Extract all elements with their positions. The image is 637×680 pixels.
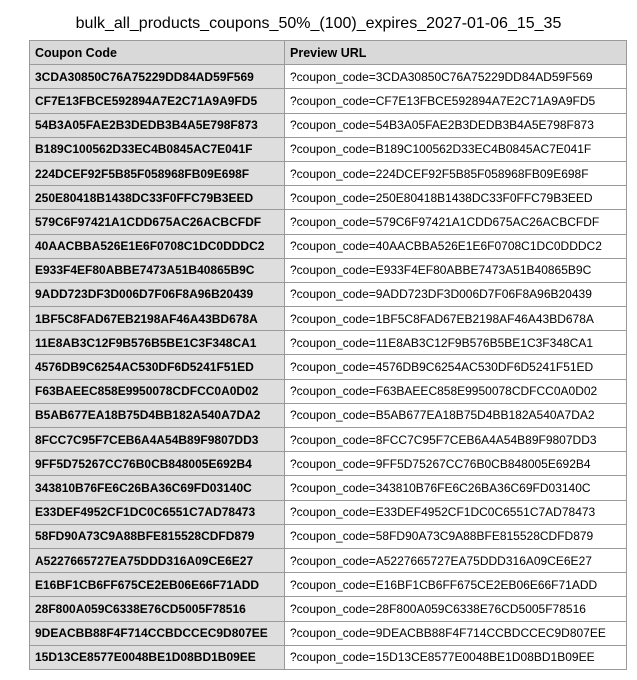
table-row xyxy=(30,597,627,621)
coupon-code-cell: 15D13CE8577E0048BE1D08BD1B09EE xyxy=(30,645,285,669)
header-row xyxy=(30,41,627,65)
coupon-code-cell: 4576DB9C6254AC530DF6D5241F51ED xyxy=(30,355,285,379)
table-row xyxy=(30,186,627,210)
coupon-code-cell: A5227665727EA75DDD316A09CE6E27 xyxy=(30,548,285,572)
coupon-code-cell: 3CDA30850C76A75229DD84AD59F569 xyxy=(30,65,285,89)
preview-url-cell: ?coupon_code=224DCEF92F5B85F058968FB09E698F xyxy=(285,161,627,185)
coupon-code-cell: 11E8AB3C12F9B576B5BE1C3F348CA1 xyxy=(30,331,285,355)
coupon-code-cell: 343810B76FE6C26BA36C69FD03140C xyxy=(30,476,285,500)
coupon-code-cell: 54B3A05FAE2B3DEDB3B4A5E798F873 xyxy=(30,113,285,137)
preview-url-cell: ?coupon_code=3CDA30850C76A75229DD84AD59F569 xyxy=(285,65,627,89)
coupon-code-cell: 224DCEF92F5B85F058968FB09E698F xyxy=(30,161,285,185)
preview-url-cell: ?coupon_code=250E80418B1438DC33F0FFC79B3EED xyxy=(285,186,627,210)
preview-url-cell: ?coupon_code=F63BAEEC858E9950078CDFCC0A0D02 xyxy=(285,379,627,403)
table-row xyxy=(30,282,627,306)
table-row xyxy=(30,428,627,452)
preview-url-cell: ?coupon_code=54B3A05FAE2B3DEDB3B4A5E798F873 xyxy=(285,113,627,137)
coupon-code-cell: B189C100562D33EC4B0845AC7E041F xyxy=(30,137,285,161)
table-row xyxy=(30,573,627,597)
header-preview-url: Preview URL xyxy=(285,41,627,65)
table-row xyxy=(30,403,627,427)
preview-url-cell: ?coupon_code=E16BF1CB6FF675CE2EB06E66F71ADD xyxy=(285,573,627,597)
coupon-code-cell: 579C6F97421A1CDD675AC26ACBCFDF xyxy=(30,210,285,234)
table-row xyxy=(30,500,627,524)
table-row xyxy=(30,113,627,137)
table-row xyxy=(30,137,627,161)
coupon-code-cell: 250E80418B1438DC33F0FFC79B3EED xyxy=(30,186,285,210)
table-row xyxy=(30,234,627,258)
preview-url-cell: ?coupon_code=9DEACBB88F4F714CCBDCCEC9D807EE xyxy=(285,621,627,645)
table-row xyxy=(30,89,627,113)
table-row xyxy=(30,548,627,572)
coupon-code-cell: E16BF1CB6FF675CE2EB06E66F71ADD xyxy=(30,573,285,597)
preview-url-cell: ?coupon_code=B5AB677EA18B75D4BB182A540A7DA2 xyxy=(285,403,627,427)
table-row xyxy=(30,210,627,234)
table-row xyxy=(30,645,627,669)
preview-url-cell: ?coupon_code=11E8AB3C12F9B576B5BE1C3F348CA1 xyxy=(285,331,627,355)
header-coupon-code: Coupon Code xyxy=(30,41,285,65)
coupon-code-cell: 58FD90A73C9A88BFE815528CDFD879 xyxy=(30,524,285,548)
preview-url-cell: ?coupon_code=40AACBBA526E1E6F0708C1DC0DDDC2 xyxy=(285,234,627,258)
preview-url-cell: ?coupon_code=8FCC7C95F7CEB6A4A54B89F9807DD3 xyxy=(285,428,627,452)
coupon-code-cell: 9ADD723DF3D006D7F06F8A96B20439 xyxy=(30,282,285,306)
preview-url-cell: ?coupon_code=28F800A059C6338E76CD5005F78516 xyxy=(285,597,627,621)
table-row xyxy=(30,452,627,476)
page-title: bulk_all_products_coupons_50%_(100)_expires_2027-01-06_15_35 xyxy=(75,15,562,32)
preview-url-cell: ?coupon_code=4576DB9C6254AC530DF6D5241F51ED xyxy=(285,355,627,379)
table-row xyxy=(30,258,627,282)
coupon-code-cell: 40AACBBA526E1E6F0708C1DC0DDDC2 xyxy=(30,234,285,258)
coupon-code-cell: 1BF5C8FAD67EB2198AF46A43BD678A xyxy=(30,307,285,331)
table-row xyxy=(30,621,627,645)
preview-url-cell: ?coupon_code=CF7E13FBCE592894A7E2C71A9A9FD5 xyxy=(285,89,627,113)
preview-url-cell: ?coupon_code=58FD90A73C9A88BFE815528CDFD879 xyxy=(285,524,627,548)
coupon-code-cell: 9FF5D75267CC76B0CB848005E692B4 xyxy=(30,452,285,476)
preview-url-cell: ?coupon_code=A5227665727EA75DDD316A09CE6E27 xyxy=(285,548,627,572)
coupon-code-cell: 28F800A059C6338E76CD5005F78516 xyxy=(30,597,285,621)
coupon-code-cell: 8FCC7C95F7CEB6A4A54B89F9807DD3 xyxy=(30,428,285,452)
preview-url-cell: ?coupon_code=579C6F97421A1CDD675AC26ACBCFDF xyxy=(285,210,627,234)
preview-url-cell: ?coupon_code=E33DEF4952CF1DC0C6551C7AD78473 xyxy=(285,500,627,524)
coupon-code-cell: CF7E13FBCE592894A7E2C71A9A9FD5 xyxy=(30,89,285,113)
preview-url-cell: ?coupon_code=9ADD723DF3D006D7F06F8A96B20439 xyxy=(285,282,627,306)
table-row xyxy=(30,355,627,379)
table-row xyxy=(30,476,627,500)
coupon-code-cell: F63BAEEC858E9950078CDFCC0A0D02 xyxy=(30,379,285,403)
preview-url-cell: ?coupon_code=E933F4EF80ABBE7473A51B40865B9C xyxy=(285,258,627,282)
table-row xyxy=(30,524,627,548)
table-row xyxy=(30,65,627,89)
preview-url-cell: ?coupon_code=343810B76FE6C26BA36C69FD03140C xyxy=(285,476,627,500)
preview-url-cell: ?coupon_code=9FF5D75267CC76B0CB848005E692B4 xyxy=(285,452,627,476)
coupon-code-cell: 9DEACBB88F4F714CCBDCCEC9D807EE xyxy=(30,621,285,645)
table-row xyxy=(30,161,627,185)
preview-url-cell: ?coupon_code=B189C100562D33EC4B0845AC7E041F xyxy=(285,137,627,161)
preview-url-cell: ?coupon_code=1BF5C8FAD67EB2198AF46A43BD678A xyxy=(285,307,627,331)
table-row xyxy=(30,379,627,403)
preview-url-cell: ?coupon_code=15D13CE8577E0048BE1D08BD1B09EE xyxy=(285,645,627,669)
coupons-table xyxy=(29,40,627,670)
table-row xyxy=(30,331,627,355)
table-row xyxy=(30,307,627,331)
coupon-code-cell: E33DEF4952CF1DC0C6551C7AD78473 xyxy=(30,500,285,524)
coupon-code-cell: E933F4EF80ABBE7473A51B40865B9C xyxy=(30,258,285,282)
coupon-code-cell: B5AB677EA18B75D4BB182A540A7DA2 xyxy=(30,403,285,427)
